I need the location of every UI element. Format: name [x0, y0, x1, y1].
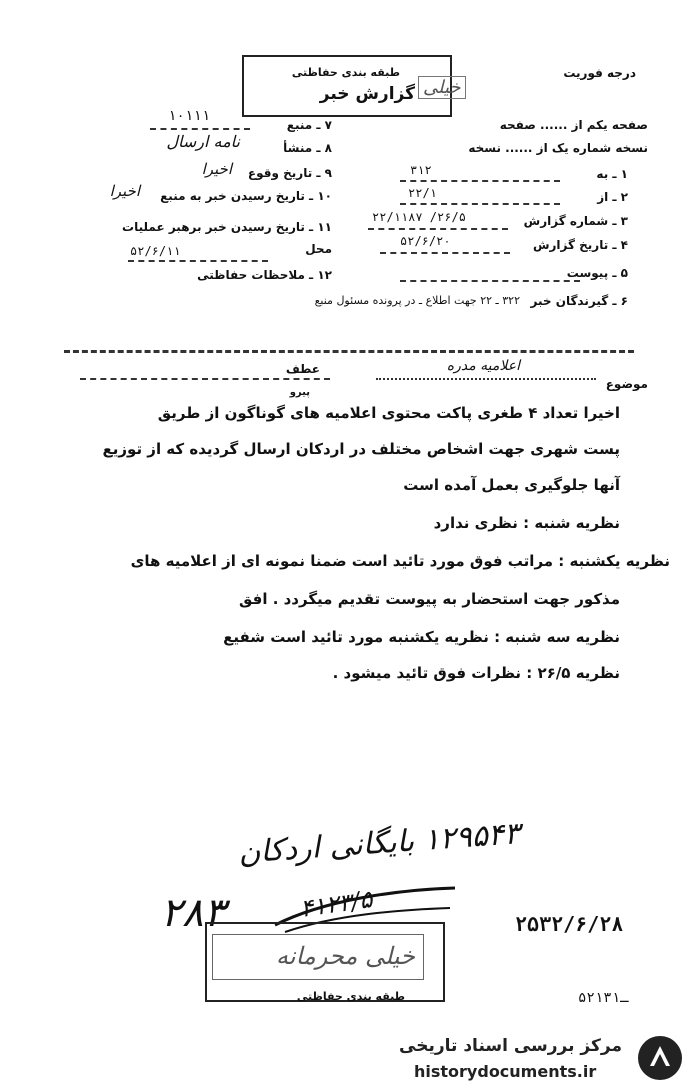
watermark-url: historydocuments.ir	[414, 1062, 597, 1081]
atf-label: عطف	[285, 362, 320, 376]
field-source-label: ۷ ـ منبع	[286, 118, 332, 132]
subject-line	[376, 378, 596, 380]
body-line-2: پست شهری جهت اشخاص مختلف در اردکان ارسال گردیده که از توزیع	[102, 440, 620, 458]
field-security-notes-label: ۱۲ ـ ملاحظات حفاظتی	[197, 268, 332, 282]
atf-line	[80, 378, 330, 380]
field-to-label: ۱ ـ به	[596, 167, 628, 181]
subject-value: اعلامیه مدره	[446, 358, 520, 374]
field-from-label: ۲ ـ از	[597, 190, 628, 204]
body-line-1: اخیرا تعداد ۴ طغری پاکت محتوی اعلامیه های گوناگون از طریق	[157, 404, 620, 422]
classification-bottom-label: طبقه بندی حفاظتی	[296, 990, 405, 1003]
urgency-label: درجه فوریت	[563, 66, 636, 80]
body-line-7: نظریه سه شنبه : نظریه یکشنبه مورد تائید است شفیع	[223, 628, 620, 646]
field-location-label: محل	[305, 242, 332, 256]
field-source-received-label: ۱۰ ـ تاریخ رسیدن خبر به منبع	[160, 189, 332, 203]
field-report-number-value: ۲۲/۱۱۸۷ /۲۶/۵	[372, 210, 466, 224]
body-line-5: نظریه یکشنبه : مراتب فوق مورد تائید است ضمنا نمونه ای از اعلامیه های	[130, 552, 670, 570]
handwritten-left-number: ۲۸۳	[160, 890, 225, 936]
handwritten-archive-note: ۱۲۹۵۴۳ بایگانی اردکان	[236, 816, 521, 871]
code-value: ۱۰۱۱۱	[168, 108, 211, 124]
peyro-label: پیرو	[289, 387, 310, 398]
page-line: صفحه یکم از ...... صفحه	[499, 118, 648, 132]
subject-label: موضوع	[605, 377, 648, 391]
field-origin-value: نامه ارسال	[166, 132, 240, 151]
field-report-date-line	[380, 252, 510, 254]
report-title: گزارش خبر	[319, 84, 415, 104]
field-report-number-label: ۳ ـ شماره گزارش	[523, 214, 628, 228]
form-code: ۵۲ـ۱۳۱	[578, 990, 629, 1006]
field-operations-received-label: ۱۱ ـ تاریخ رسیدن خبر برهبر عملیات	[122, 220, 332, 234]
field-attachment-label: ۵ ـ پیوست	[566, 266, 628, 280]
field-report-date-value: ۵۲/۶/۲۰	[400, 234, 451, 248]
code-underline	[150, 128, 250, 130]
field-report-date-label: ۴ ـ تاریخ گزارش	[532, 238, 628, 252]
field-attachment-line	[400, 280, 580, 282]
form-separator	[64, 350, 634, 353]
body-line-8: نظریه ۲۶/۵ : نظرات فوق تائید میشود .	[332, 664, 620, 682]
field-from-line	[400, 203, 560, 205]
field-source-received-value: اخیرا	[109, 182, 140, 200]
field-recipients-label: ۶ ـ گیرندگان خبر	[530, 294, 628, 308]
body-line-4: نظریه شنبه : نظری ندارد	[433, 514, 620, 532]
field-location-line	[128, 260, 268, 262]
classification-stamp-bottom: خیلی محرمانه	[276, 942, 415, 970]
field-origin-label: ۸ ـ منشأ	[283, 141, 332, 155]
field-from-value: ۲۲/۱	[408, 186, 437, 200]
body-line-3: آنها جلوگیری بعمل آمده است	[403, 476, 620, 494]
copy-line: نسخه شماره یک از ...... نسخه	[468, 141, 648, 155]
watermark-logo-icon	[636, 1034, 684, 1082]
field-recipients-value: ۳۲۲ ـ ۲۲ جهت اطلاع ـ در پرونده مسئول منبع	[314, 294, 520, 307]
field-location-value: ۵۲/۶/۱۱	[130, 244, 181, 258]
classification-stamp-top: خیلی	[418, 76, 466, 99]
field-report-number-line	[368, 228, 508, 230]
field-occurrence-date-value: اخیرا	[201, 160, 232, 178]
file-scribble-number: ۴۱۲۳/۵	[298, 885, 375, 923]
field-occurrence-date-label: ۹ ـ تاریخ وقوع	[247, 166, 332, 180]
field-to-value: ۳۱۲	[410, 163, 432, 177]
watermark-org: مرکز بررسی اسناد تاریخی	[399, 1036, 622, 1056]
field-to-line	[400, 180, 560, 182]
stamped-number: ۲۵۳۲/۶/۲۸	[515, 912, 624, 936]
classification-top-label: طبقه بندی حفاظتی	[291, 66, 400, 79]
body-line-6: مذکور جهت استحضار به پیوست تقدیم میگردد . افق	[238, 590, 620, 608]
